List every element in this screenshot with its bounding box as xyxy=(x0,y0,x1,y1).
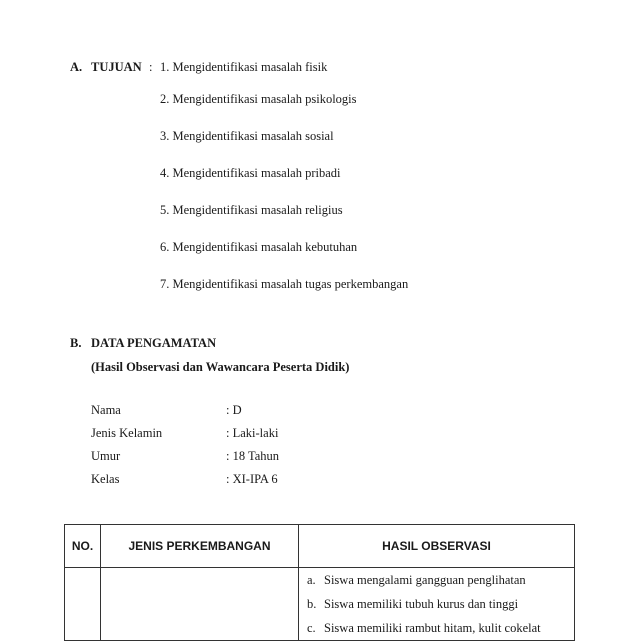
section-b-subtitle: (Hasil Observasi dan Wawancara Peserta Didik) xyxy=(91,360,350,374)
observation-marker: c. xyxy=(307,621,316,635)
observation-item xyxy=(299,592,574,616)
field-value-jenis-kelamin: : Laki-laki xyxy=(226,426,279,440)
goal-item-1: 1. Mengidentifikasi masalah fisik xyxy=(160,60,328,74)
goal-item-5: 5. Mengidentifikasi masalah religius xyxy=(160,203,343,217)
header-no: NO. xyxy=(65,525,101,568)
header-jenis-perkembangan: JENIS PERKEMBANGAN xyxy=(101,525,299,568)
section-a-letter: A. xyxy=(70,60,83,74)
observation-table xyxy=(64,524,575,641)
goal-item-4: 4. Mengidentifikasi masalah pribadi xyxy=(160,166,341,180)
field-label-nama: Nama xyxy=(91,403,121,417)
goal-item-7: 7. Mengidentifikasi masalah tugas perkembangan xyxy=(160,277,409,291)
goal-item-6: 6. Mengidentifikasi masalah kebutuhan xyxy=(160,240,358,254)
section-b-title: DATA PENGAMATAN xyxy=(91,336,217,350)
table-header-row xyxy=(65,525,575,568)
field-value-kelas: : XI-IPA 6 xyxy=(226,472,278,486)
field-label-jenis-kelamin: Jenis Kelamin xyxy=(91,426,163,440)
field-value-nama: : D xyxy=(226,403,242,417)
observation-item xyxy=(299,568,574,592)
field-label-umur: Umur xyxy=(91,449,121,463)
header-hasil-observasi: HASIL OBSERVASI xyxy=(299,525,575,568)
observation-text: Siswa mengalami gangguan penglihatan xyxy=(324,573,526,587)
section-b-letter: B. xyxy=(70,336,82,350)
observation-text: Siswa memiliki tubuh kurus dan tinggi xyxy=(324,597,519,611)
observation-text: Siswa memiliki rambut hitam, kulit cokelat xyxy=(324,621,541,635)
goal-item-3: 3. Mengidentifikasi masalah sosial xyxy=(160,129,334,143)
field-value-umur: : 18 Tahun xyxy=(226,449,280,463)
goal-item-2: 2. Mengidentifikasi masalah psikologis xyxy=(160,92,357,106)
observation-marker: b. xyxy=(307,597,317,611)
section-a-colon: : xyxy=(149,60,153,74)
observation-marker: a. xyxy=(307,573,316,587)
field-label-kelas: Kelas xyxy=(91,472,120,486)
section-a-title: TUJUAN xyxy=(91,60,142,74)
observation-item xyxy=(299,616,574,640)
